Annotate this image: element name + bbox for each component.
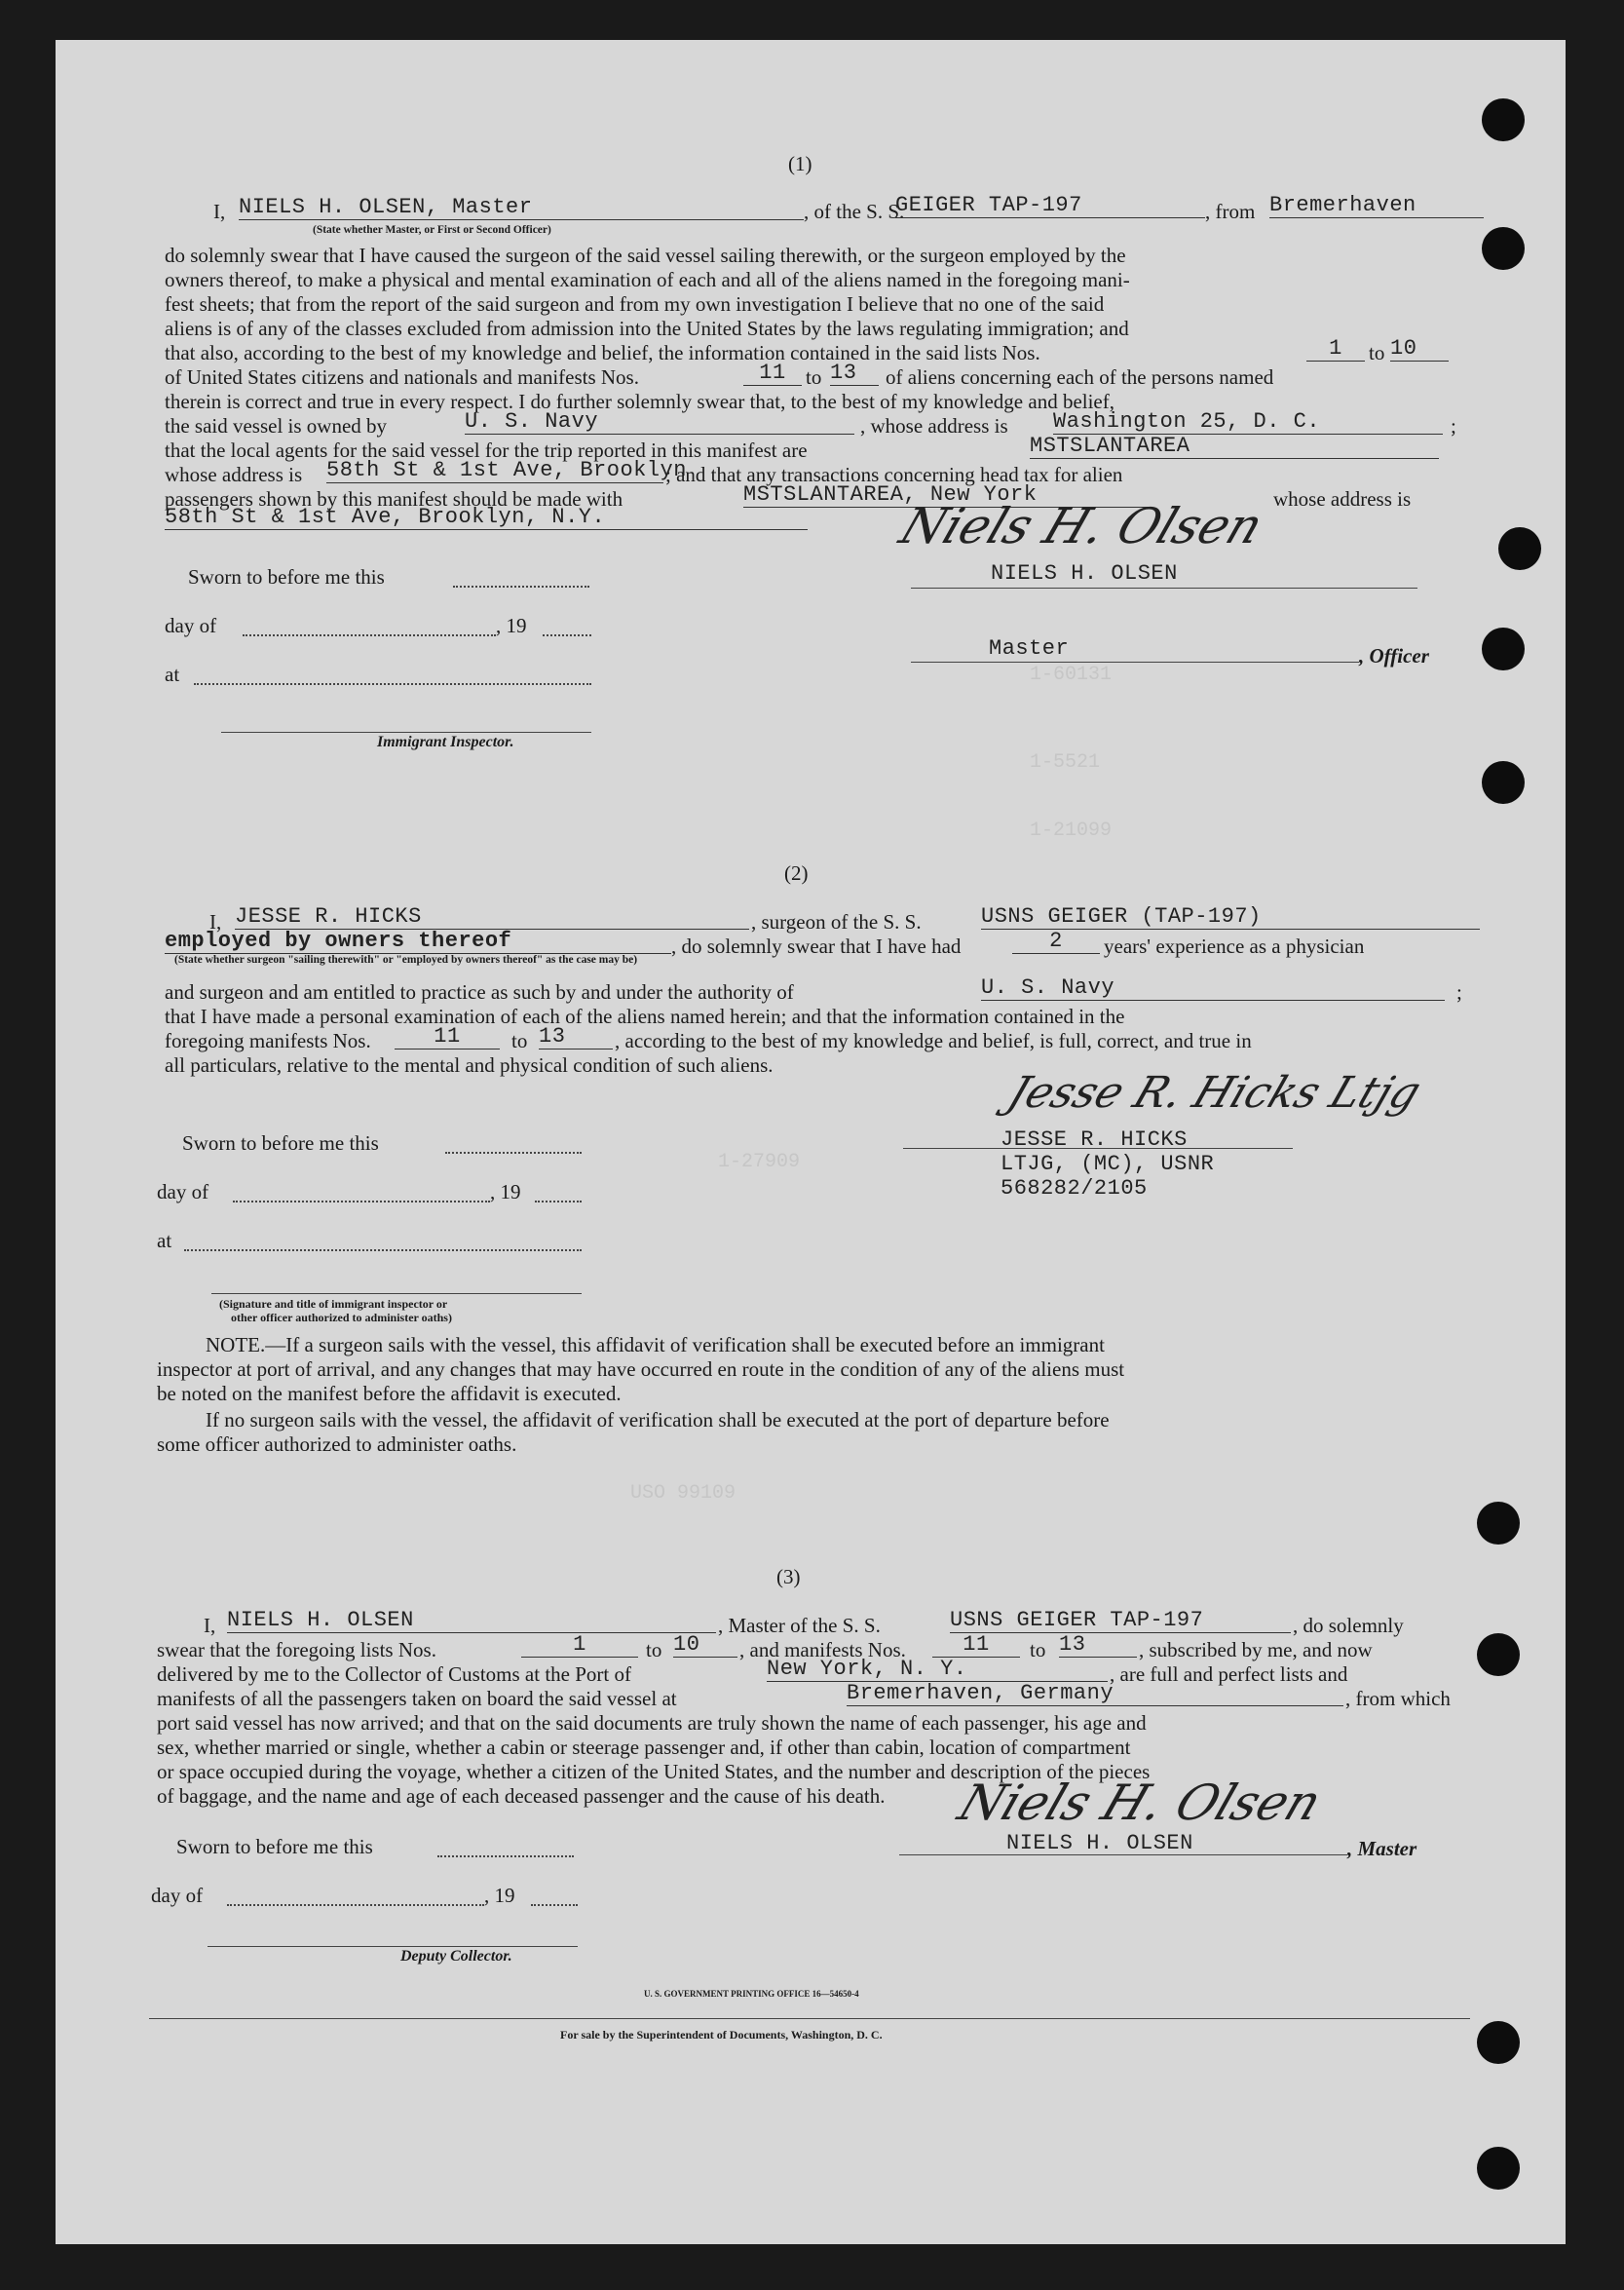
note-text: If no surgeon sails with the vessel, the affidavit of verification shall be executed at the port of departure before <box>206 1408 1110 1431</box>
rank-field: LTJG, (MC), USNR <box>1001 1152 1215 1176</box>
years-field: 2 <box>1012 929 1100 954</box>
pronoun-i: I, <box>213 200 226 223</box>
year-label: , 19 <box>496 614 527 637</box>
binder-hole <box>1477 2147 1520 2190</box>
to-label: to <box>646 1638 662 1661</box>
surgeon-signature: Jesse R. Hicks Ltjg <box>1001 1068 1428 1118</box>
bleed-through: 1-5521 <box>1030 751 1101 774</box>
sworn-label: Sworn to before me this <box>182 1131 379 1155</box>
signature-line <box>911 588 1417 589</box>
text-line: , according to the best of my knowledge and belief, is full, correct, and true in <box>615 1029 1252 1052</box>
day-blank <box>243 634 496 636</box>
list-to-field: 10 <box>673 1632 737 1658</box>
list-to-field: 10 <box>1390 336 1449 362</box>
owner-address-field: Washington 25, D. C. <box>1053 409 1443 435</box>
bleed-through: 1-60131 <box>1030 664 1113 686</box>
list-from-field: 1 <box>521 1632 638 1658</box>
binder-hole <box>1477 1633 1520 1676</box>
day-of-label: day of <box>157 1180 209 1203</box>
manifest-page <box>56 40 1566 2244</box>
manifest-to-field: 13 <box>1059 1632 1137 1658</box>
day-blank <box>233 1201 490 1202</box>
title-field: Master <box>989 636 1070 661</box>
signature-note: other officer authorized to administer oaths) <box>231 1311 452 1324</box>
manifest-from-field: 11 <box>743 361 802 386</box>
year-blank <box>543 634 591 636</box>
at-label: at <box>165 663 180 686</box>
text-line: that I have made a personal examination of each of the aliens named herein; and that the information contained in the <box>165 1005 1125 1028</box>
note-text: inspector at port of arrival, and any changes that may have occurred en route in the condition of any of the aliens must <box>157 1357 1125 1381</box>
to-label: to <box>1030 1638 1046 1661</box>
bleed-through: USO 99109 <box>630 1482 736 1505</box>
agents-field: MSTSLANTAREA <box>1030 434 1439 459</box>
text-line: , are full and perfect lists and <box>1110 1662 1348 1686</box>
serial-field: 568282/2105 <box>1001 1176 1148 1201</box>
inspector-line <box>221 732 591 733</box>
binder-hole <box>1482 628 1525 670</box>
text-line: foregoing manifests Nos. <box>165 1029 371 1052</box>
pronoun-i: I, <box>209 910 222 934</box>
of-ss-label: , of the S. S. <box>804 200 905 223</box>
section-number-2: (2) <box>784 861 809 885</box>
manifest-from-field: 11 <box>932 1632 1020 1658</box>
note-text: be noted on the manifest before the affidavit is executed. <box>157 1382 622 1405</box>
text-line: , do solemnly <box>1293 1614 1404 1637</box>
authority-field: U. S. Navy <box>981 975 1445 1001</box>
manifest-to-field: 13 <box>539 1024 613 1050</box>
manifest-to-field: 13 <box>830 361 879 386</box>
typed-name: NIELS H. OLSEN <box>1006 1831 1193 1855</box>
to-label: to <box>806 365 822 389</box>
text-line: that also, according to the best of my knowledge and belief, the information contained in the said lists Nos. <box>165 341 1040 364</box>
headtax-address-field: 58th St & 1st Ave, Brooklyn, N.Y. <box>165 505 808 530</box>
agents-address-field: 58th St & 1st Ave, Brooklyn <box>326 458 687 482</box>
text-line: of baggage, and the name and age of each deceased passenger and the cause of his death. <box>157 1784 886 1808</box>
binder-hole <box>1482 227 1525 270</box>
master-name-field: NIELS H. OLSEN <box>227 1608 716 1633</box>
text-line: , subscribed by me, and now <box>1139 1638 1373 1661</box>
to-label: to <box>511 1029 528 1052</box>
section-number-1: (1) <box>788 152 812 175</box>
text-line: years' experience as a physician <box>1104 935 1365 958</box>
sworn-blank <box>445 1152 582 1154</box>
sworn-label: Sworn to before me this <box>188 565 385 589</box>
embark-field: Bremerhaven, Germany <box>847 1681 1343 1706</box>
sworn-blank <box>437 1855 574 1857</box>
text-line: owners thereof, to make a physical and mental examination of each and all of the aliens named in the foregoing mani- <box>165 268 1130 291</box>
title-line <box>911 662 1359 663</box>
at-label: at <box>157 1229 172 1252</box>
binder-hole <box>1477 1502 1520 1545</box>
text-line: or space occupied during the voyage, whether a citizen of the United States, and the number and description of the pieces <box>157 1760 1151 1783</box>
owner-field: U. S. Navy <box>465 409 854 435</box>
note-text: NOTE.—If a surgeon sails with the vessel, this affidavit of verification shall be executed before an immigrant <box>206 1333 1105 1356</box>
at-blank <box>194 683 591 685</box>
binder-hole <box>1477 2021 1520 2064</box>
bleed-through: 1-27909 <box>718 1151 801 1173</box>
text-line: , whose address is <box>860 414 1008 438</box>
text-line: delivered by me to the Collector of Customs at the Port of <box>157 1662 631 1686</box>
note-text: some officer authorized to administer oaths. <box>157 1432 517 1456</box>
year-blank <box>535 1201 582 1202</box>
port-field: New York, N. Y. <box>767 1657 1108 1682</box>
headtax-field: MSTSLANTAREA, New York <box>743 482 1149 508</box>
year-label: , 19 <box>484 1884 515 1907</box>
text-line: that the local agents for the said vessel for the trip reported in this manifest are <box>165 439 808 462</box>
master-signature: Niels H. Olsen <box>951 1775 1330 1831</box>
inspector-label: Immigrant Inspector. <box>377 734 514 750</box>
list-from-field: 1 <box>1306 336 1365 362</box>
from-label: , from <box>1205 200 1256 223</box>
master-label: , Master <box>1347 1837 1417 1860</box>
text-line: port said vessel has now arrived; and that on the said documents are truly shown the name of each passenger, his age and <box>157 1711 1147 1735</box>
vessel-field: GEIGER TAP-197 <box>895 193 1205 218</box>
typed-name: JESSE R. HICKS <box>1001 1127 1188 1152</box>
gpo-imprint: U. S. GOVERNMENT PRINTING OFFICE 16—54650-4 <box>644 1989 859 1999</box>
day-of-label: day of <box>151 1884 204 1907</box>
employment-field: employed by owners thereof <box>165 929 671 954</box>
text-line: whose address is <box>165 463 303 486</box>
pronoun-i: I, <box>204 1614 216 1637</box>
punctuation: ; <box>1451 414 1456 438</box>
footer-rule <box>149 2018 1470 2019</box>
binder-hole <box>1482 98 1525 141</box>
text-line: passengers shown by this manifest should be made with <box>165 487 623 511</box>
text-line: , Master of the S. S. <box>718 1614 881 1637</box>
text-line: fest sheets; that from the report of the said surgeon and from my own investigation I believe that no one of the said <box>165 292 1105 316</box>
vessel-field: USNS GEIGER TAP-197 <box>950 1608 1291 1633</box>
text-line: manifests of all the passengers taken on board the said vessel at <box>157 1687 677 1710</box>
binder-hole <box>1482 761 1525 804</box>
bleed-through: 1-21099 <box>1030 820 1113 842</box>
vessel-field: USNS GEIGER (TAP-197) <box>981 904 1480 930</box>
text-line: ; and that any transactions concerning head tax for alien <box>665 463 1123 486</box>
text-line: and surgeon and am entitled to practice as such by and under the authority of <box>165 980 794 1004</box>
day-of-label: day of <box>165 614 217 637</box>
text-line: the said vessel is owned by <box>165 414 388 438</box>
manifest-from-field: 11 <box>395 1024 500 1050</box>
year-label: , 19 <box>490 1180 521 1203</box>
port-from-field: Bremerhaven <box>1269 193 1484 218</box>
text-line: whose address is <box>1273 487 1412 511</box>
text-line: , do solemnly swear that I have had <box>671 935 962 958</box>
year-blank <box>531 1904 578 1906</box>
collector-line <box>208 1946 578 1947</box>
text-line: of aliens concerning each of the persons named <box>886 365 1274 389</box>
text-line: , from which <box>1345 1687 1451 1710</box>
sworn-label: Sworn to before me this <box>176 1835 373 1858</box>
surgeon-name-field: JESSE R. HICKS <box>235 904 749 930</box>
text-line: of United States citizens and nationals and manifests Nos. <box>165 365 639 389</box>
inspector-line <box>211 1293 582 1294</box>
master-note: (State whether Master, or First or Second Officer) <box>313 224 551 236</box>
officer-label: , Officer <box>1359 644 1429 668</box>
punctuation: ; <box>1456 980 1462 1004</box>
day-blank <box>227 1904 484 1906</box>
employment-note: (State whether surgeon "sailing therewith" or "employed by owners thereof" as the case may be) <box>174 954 638 966</box>
to-label: to <box>1369 341 1385 364</box>
text-line: , and manifests Nos. <box>739 1638 906 1661</box>
text-line: sex, whether married or single, whether a cabin or steerage passenger and, if other than cabin, location of compartment <box>157 1736 1131 1759</box>
text-line: swear that the foregoing lists Nos. <box>157 1638 436 1661</box>
text-line: aliens is of any of the classes excluded from admission into the United States by the laws regulating immigration; and <box>165 317 1129 340</box>
signature-line <box>899 1854 1347 1855</box>
section-number-3: (3) <box>776 1565 801 1588</box>
binder-hole <box>1498 527 1541 570</box>
text-line: all particulars, relative to the mental and physical condition of such aliens. <box>165 1053 774 1077</box>
text-line: , surgeon of the S. S. <box>751 910 922 934</box>
text-line: do solemnly swear that I have caused the surgeon of the said vessel sailing therewith, or the surgeon employed by the <box>165 244 1126 267</box>
sworn-blank <box>453 586 589 588</box>
deputy-label: Deputy Collector. <box>400 1948 512 1965</box>
master-name-field: NIELS H. OLSEN, Master <box>239 195 804 220</box>
signature-note: (Signature and title of immigrant inspector or <box>219 1297 448 1311</box>
sale-imprint: For sale by the Superintendent of Documents, Washington, D. C. <box>560 2028 883 2042</box>
master-signature: Niels H. Olsen <box>892 498 1271 554</box>
typed-name: NIELS H. OLSEN <box>991 561 1178 586</box>
at-blank <box>184 1249 582 1251</box>
text-line: therein is correct and true in every respect. I do further solemnly swear that, to the best of my knowledge and belief, <box>165 390 1114 413</box>
